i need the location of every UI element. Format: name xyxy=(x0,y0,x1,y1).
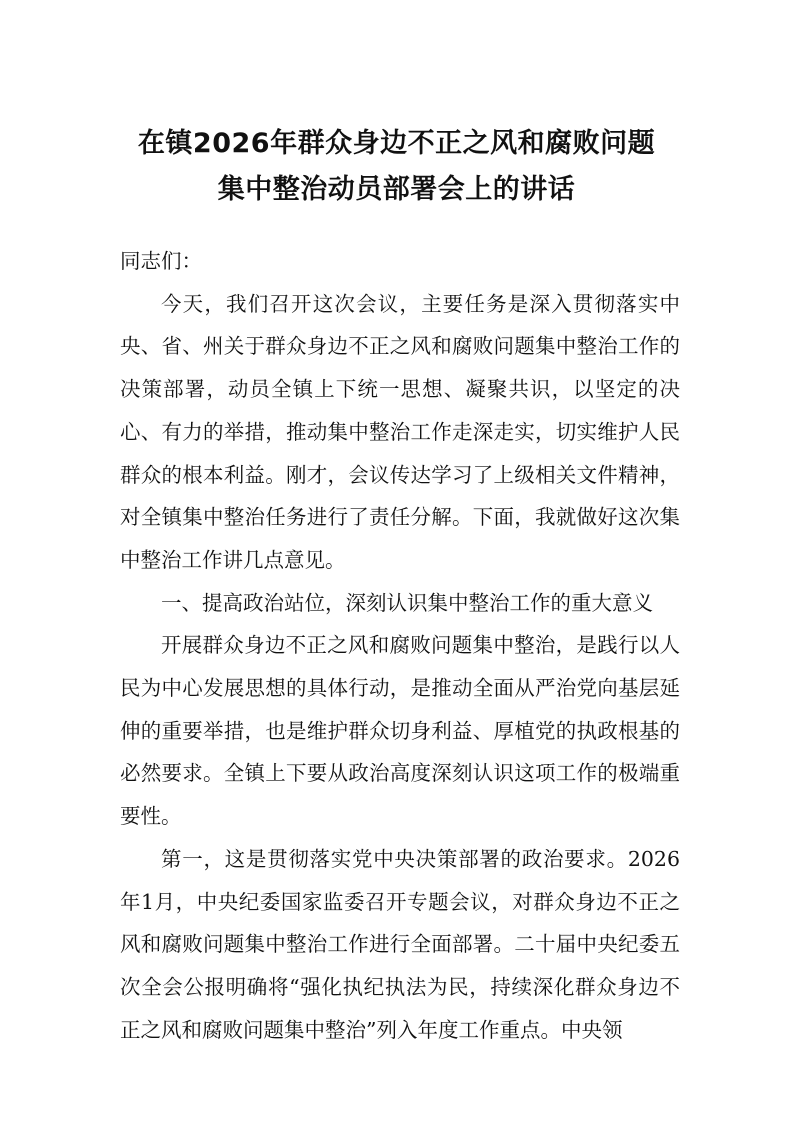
document-body xyxy=(120,240,680,1051)
document-title-line-1: 在镇2026年群众身边不正之风和腐败问题 xyxy=(137,128,656,159)
paragraph-significance: 开展群众身边不正之风和腐败问题集中整治，是践行以人民为中心发展思想的具体行动，是推动全面从严治党向基层延伸的重要举措，也是维护群众切身利益、厚植党的执政根基的必然要求。全镇上下要从政治高度深刻认识这项工作的极端重要性。 xyxy=(120,633,680,829)
paragraph-first-point: 第一，这是贯彻落实党中央决策部署的政治要求。2026年1月，中央纪委国家监委召开专题会议，对群众身边不正之风和腐败问题集中整治工作进行全面部署。二十届中央纪委五次全会公报明确将“强化执纪执法为民，持续深化群众身边不正之风和腐败问题集中整治”列入年度工作重点。中央领 xyxy=(120,846,680,1042)
document-title-line-2: 集中整治动员部署会上的讲话 xyxy=(217,174,576,205)
salutation: 同志们： xyxy=(120,249,202,273)
section-heading-1: 一、提高政治站位，深刻认识集中整治工作的重大意义 xyxy=(161,590,653,615)
paragraph-intro: 今天，我们召开这次会议，主要任务是深入贯彻落实中央、省、州关于群众身边不正之风和腐败问题集中整治工作的决策部署，动员全镇上下统一思想、凝聚共识，以坚定的决心、有力的举措，推动集中整治工作走深走实，切实维护人民群众的根本利益。刚才，会议传达学习了上级相关文件精神，对全镇集中整治任务进行了责任分解。下面，我就做好这次集中整治工作讲几点意见。 xyxy=(120,291,680,572)
